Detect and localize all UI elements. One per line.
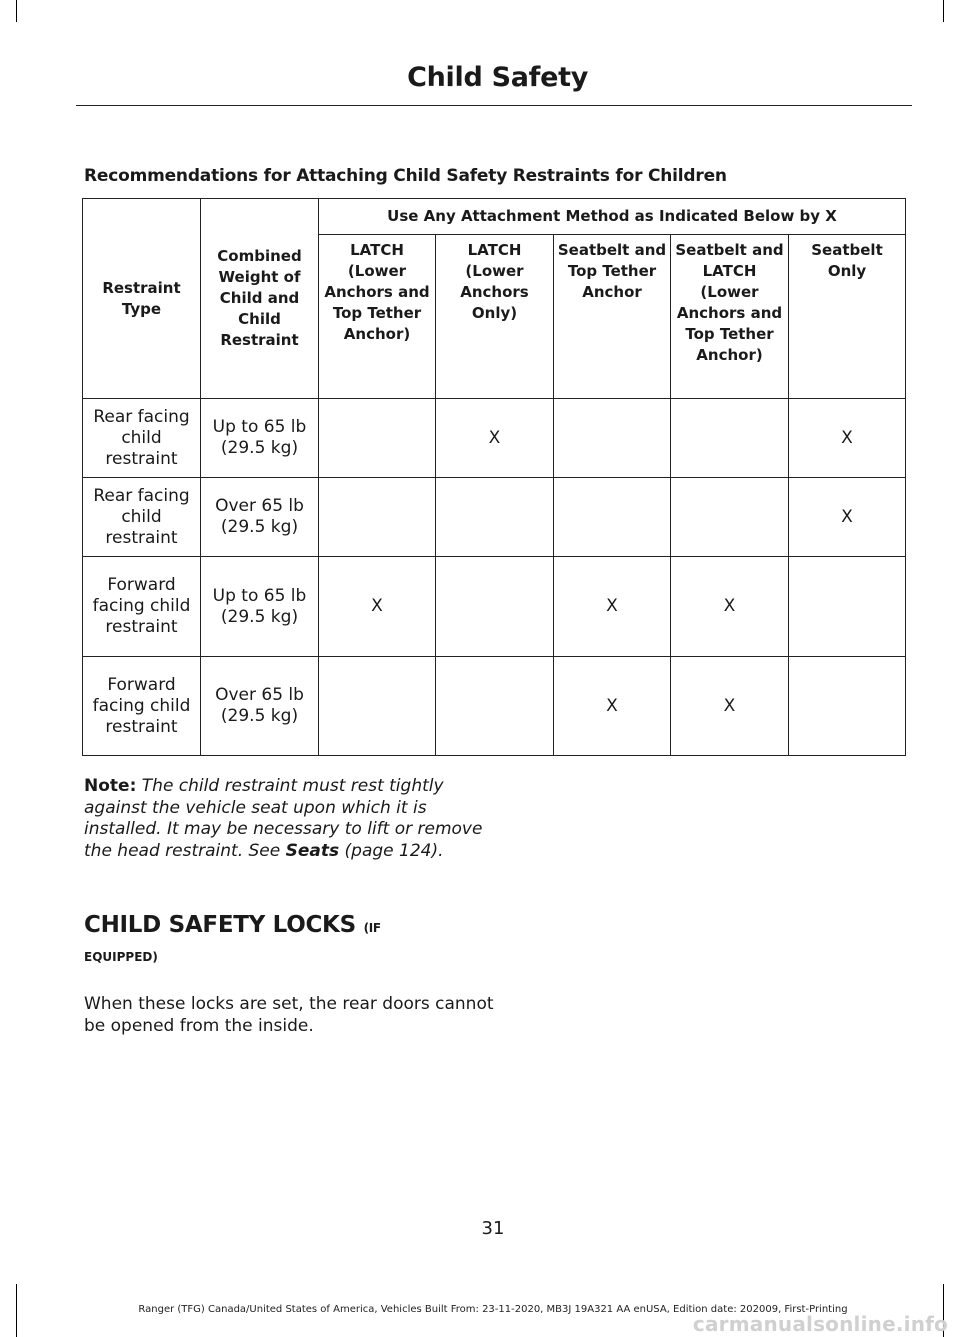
header-combined-weight: Combined Weight of Child and Child Restraint	[201, 199, 319, 399]
locks-heading-text: CHILD SAFETY LOCKS	[84, 912, 356, 938]
page-reference: (page 124).	[344, 840, 444, 861]
header-method-seatbelt-only: Seatbelt Only	[789, 235, 906, 399]
cell-mark	[789, 557, 906, 657]
table-header-row	[83, 199, 906, 235]
table-row	[83, 478, 906, 557]
cell-mark	[436, 478, 554, 557]
cell-mark: X	[671, 657, 789, 756]
child-safety-locks-heading	[84, 912, 381, 938]
header-method-latch-lower: LATCH (Lower Anchors Only)	[436, 235, 554, 399]
cell-mark	[319, 478, 436, 557]
cell-mark	[319, 399, 436, 478]
cell-mark: X	[789, 399, 906, 478]
cell-restraint-type: Forward facing child restraint	[83, 657, 201, 756]
seats-reference-link[interactable]: Seats	[285, 840, 340, 861]
header-method-seatbelt-tether: Seatbelt and Top Tether Anchor	[554, 235, 671, 399]
watermark: carmanualsonline.info	[692, 1312, 948, 1336]
table-row	[83, 557, 906, 657]
header-attachment-group: Use Any Attachment Method as Indicated Below by X	[319, 199, 906, 235]
cell-weight: Up to 65 lb (29.5 kg)	[201, 557, 319, 657]
cell-restraint-type: Rear facing child restraint	[83, 399, 201, 478]
cell-mark	[436, 557, 554, 657]
note-text: The child restraint must rest tightly against the vehicle seat upon which it is installed. It may be necessary to lift or remove the head restraint. See	[84, 776, 483, 861]
note-label: Note:	[84, 776, 137, 796]
locks-description: When these locks are set, the rear doors cannot be opened from the inside.	[84, 994, 494, 1036]
cell-mark	[554, 399, 671, 478]
cell-restraint-type: Forward facing child restraint	[83, 557, 201, 657]
cell-mark: X	[436, 399, 554, 478]
cell-mark	[671, 478, 789, 557]
edition-footer: Ranger (TFG) Canada/United States of America, Vehicles Built From: 23-11-2020, MB3J 19A321 AA enUSA, Edition date: 202009, First-Printing	[138, 1304, 848, 1315]
cell-mark: X	[671, 557, 789, 657]
crop-mark-top-left	[16, 0, 17, 22]
page-title: Child Safety	[407, 62, 588, 93]
table-caption: Recommendations for Attaching Child Safety Restraints for Children	[84, 166, 727, 186]
note-paragraph	[84, 776, 484, 862]
header-divider	[76, 105, 912, 106]
cell-mark: X	[319, 557, 436, 657]
page-number: 31	[481, 1218, 505, 1239]
header-method-seatbelt-latch: Seatbelt and LATCH (Lower Anchors and Top Tether Anchor)	[671, 235, 789, 399]
cell-mark	[554, 478, 671, 557]
cell-weight: Up to 65 lb (29.5 kg)	[201, 399, 319, 478]
cell-mark	[319, 657, 436, 756]
restraint-attachment-table	[82, 198, 906, 756]
crop-mark-top-right	[943, 0, 944, 22]
cell-mark: X	[554, 557, 671, 657]
cell-mark: X	[789, 478, 906, 557]
cell-mark: X	[554, 657, 671, 756]
header-restraint-type: Restraint Type	[83, 199, 201, 399]
cell-mark	[671, 399, 789, 478]
table-row	[83, 399, 906, 478]
cell-weight: Over 65 lb (29.5 kg)	[201, 657, 319, 756]
cell-weight: Over 65 lb (29.5 kg)	[201, 478, 319, 557]
cell-mark	[436, 657, 554, 756]
locks-qualifier-start: (IF	[363, 921, 381, 935]
locks-qualifier-end: EQUIPPED)	[84, 950, 158, 964]
cell-restraint-type: Rear facing child restraint	[83, 478, 201, 557]
header-method-latch-full: LATCH (Lower Anchors and Top Tether Anchor)	[319, 235, 436, 399]
cell-mark	[789, 657, 906, 756]
table-row	[83, 657, 906, 756]
